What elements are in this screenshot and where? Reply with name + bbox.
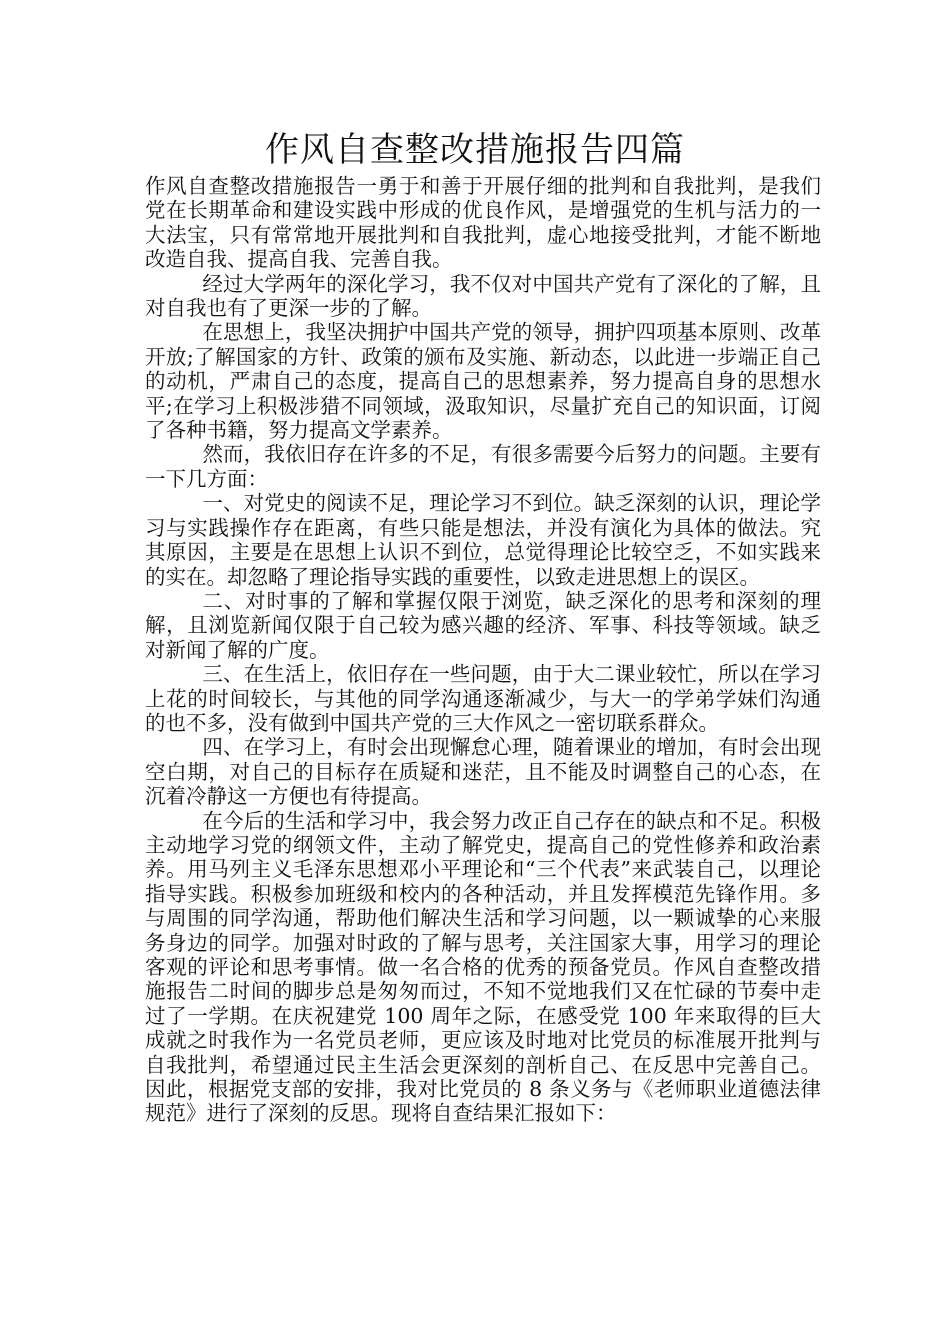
paragraph-9: 在今后的生活和学习中，我会努力改正自己存在的缺点和不足。积极主动地学习党的纲领文件，主动了解党史，提高自己的党性修养和政治素养。用马列主义毛泽东思想邓小平理论和“三个代表”来武装自己，以理论指导实践。积极参加班级和校内的各种活动，并且发挥模范先锋作用。多与周围的同学沟通，帮助他们解决生活和学习问题，以一颗诚挚的心来服务身边的同学。加强对时政的了解与思考，关注国家大事，用学习的理论客观的评论和思考事情。做一名合格的优秀的预备党员。作风自查整改措施报告二时间的脚步总是匆匆而过，不知不觉地我们又在忙碌的节奏中走过了一学期。在庆祝建党 100 周年之际，在感受党 100 年来取得的巨大成就之时我作为一名党员老师，更应该及时地对比党员的标准展开批判与自我批判，希望通过民主生活会更深刻的剖析自己、在反思中完善自己。因此，根据党支部的安排，我对比党员的 8 条义务与《老师职业道德法律规范》进行了深刻的反思。现将自查结果汇报如下： bbox=[145, 808, 821, 1126]
paragraph-1: 作风自查整改措施报告一勇于和善于开展仔细的批判和自我批判，是我们党在长期革命和建设实践中形成的优良作风，是增强党的生机与活力的一大法宝，只有常常地开展批判和自我批判，虚心地接受批判，才能不断地改造自我、提高自我、完善自我。 bbox=[145, 174, 821, 272]
document-body bbox=[145, 174, 821, 1126]
paragraph-3: 在思想上，我坚决拥护中国共产党的领导，拥护四项基本原则、改革开放;了解国家的方针、政策的颁布及实施、新动态，以此进一步端正自己的动机，严肃自己的态度，提高自己的思想素养，努力提高自身的思想水平;在学习上积极涉猎不同领域，汲取知识，尽量扩充自己的知识面，订阅了各种书籍，努力提高文学素养。 bbox=[145, 320, 821, 443]
paragraph-4: 然而，我依旧存在许多的不足，有很多需要今后努力的问题。主要有一下几方面： bbox=[145, 442, 821, 491]
document-title: 作风自查整改措施报告四篇 bbox=[265, 130, 685, 170]
paragraph-5: 一、对党史的阅读不足，理论学习不到位。缺乏深刻的认识，理论学习与实践操作存在距离，有些只能是想法，并没有演化为具体的做法。究其原因，主要是在思想上认识不到位，总觉得理论比较空乏，不如实践来的实在。却忽略了理论指导实践的重要性，以致走进思想上的误区。 bbox=[145, 491, 821, 589]
paragraph-2: 经过大学两年的深化学习，我不仅对中国共产党有了深化的了解，且对自我也有了更深一步的了解。 bbox=[145, 271, 821, 321]
paragraph-7: 三、在生活上，依旧存在一些问题，由于大二课业较忙，所以在学习上花的时间较长，与其他的同学沟通逐渐减少，与大一的学弟学妹们沟通的也不多，没有做到中国共产党的三大作风之一密切联系群众。 bbox=[145, 662, 821, 735]
paragraph-6: 二、对时事的了解和掌握仅限于浏览，缺乏深化的思考和深刻的理解，且浏览新闻仅限于自己较为感兴趣的经济、军事、科技等领域。缺乏对新闻了解的广度。 bbox=[145, 588, 821, 662]
paragraph-8: 四、在学习上，有时会出现懈怠心理，随着课业的增加，有时会出现空白期，对自己的目标存在质疑和迷茫，且不能及时调整自己的心态，在沉着冷静这一方便也有待提高。 bbox=[145, 735, 821, 809]
